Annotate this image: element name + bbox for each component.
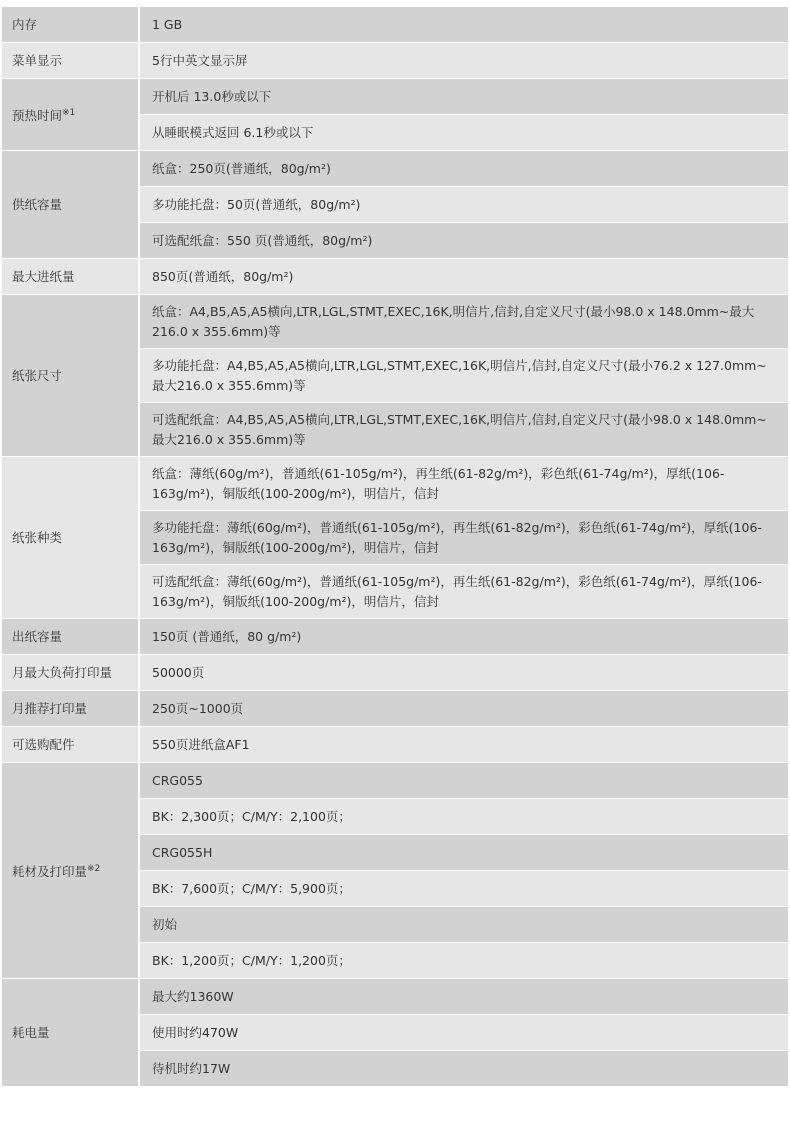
spec-label-text: 耗材及打印量 — [12, 864, 88, 879]
table-row — [2, 727, 788, 763]
spec-value-cartridge-yield: BK：2,300页；C/M/Y：2,100页； — [140, 799, 788, 835]
spec-label-options: 可选购配件 — [2, 727, 140, 763]
spec-value-max-duty-cycle: 50000页 — [140, 655, 788, 691]
table-row — [2, 619, 788, 655]
spec-value-paper-type-optional: 可选配纸盒：薄纸(60g/m²)，普通纸(61-105g/m²)，再生纸(61-82g/m²)，彩色纸(61-74g/m²)，厚纸(106-163g/m²)，铜版纸(100-200g/m²)，明信片，信封 — [140, 565, 788, 619]
spec-value-paper-size-mp-tray: 多功能托盘：A4,B5,A5,A5横向,LTR,LGL,STMT,EXEC,16K,明信片,信封,自定义尺寸(最小76.2 x 127.0mm~最大216.0 x 355.6mm)等 — [140, 349, 788, 403]
spec-label-recommended-volume: 月推荐打印量 — [2, 691, 140, 727]
spec-value-options: 550页进纸盒AF1 — [140, 727, 788, 763]
table-row — [2, 151, 788, 187]
spec-label-max-duty-cycle: 月最大负荷打印量 — [2, 655, 140, 691]
spec-value-paper-input-mp-tray: 多功能托盘：50页(普通纸，80g/m²) — [140, 187, 788, 223]
spec-value-cartridge-yield: BK：1,200页；C/M/Y：1,200页； — [140, 943, 788, 979]
spec-value-cartridge-yield: BK：7,600页；C/M/Y：5,900页； — [140, 871, 788, 907]
table-row — [2, 457, 788, 511]
spec-label-warmup-time — [2, 79, 140, 151]
table-row — [2, 259, 788, 295]
table-row — [2, 43, 788, 79]
spec-value-warmup-sleep: 从睡眠模式返回 6.1秒或以下 — [140, 115, 788, 151]
spec-value-menu-display: 5行中英文显示屏 — [140, 43, 788, 79]
spec-value-paper-input-optional: 可选配纸盒：550 页(普通纸，80g/m²) — [140, 223, 788, 259]
spec-label-power-consumption: 耗电量 — [2, 979, 140, 1087]
spec-value-power-max: 最大约1360W — [140, 979, 788, 1015]
table-row — [2, 691, 788, 727]
spec-label-max-input: 最大进纸量 — [2, 259, 140, 295]
table-row — [2, 295, 788, 349]
spec-table — [2, 7, 788, 1087]
table-row — [2, 655, 788, 691]
spec-value-output-capacity: 150页 (普通纸，80 g/m²) — [140, 619, 788, 655]
spec-value-cartridge-name: CRG055H — [140, 835, 788, 871]
spec-value-paper-input-cassette: 纸盒：250页(普通纸，80g/m²) — [140, 151, 788, 187]
table-row — [2, 979, 788, 1015]
spec-value-cartridge-name: CRG055 — [140, 763, 788, 799]
footnote-marker: ※2 — [87, 864, 101, 874]
spec-value-paper-size-optional: 可选配纸盒：A4,B5,A5,A5横向,LTR,LGL,STMT,EXEC,16K,明信片,信封,自定义尺寸(最小98.0 x 148.0mm~最大216.0 x 355.6mm)等 — [140, 403, 788, 457]
footnote-marker: ※1 — [62, 108, 76, 118]
spec-value-power-operating: 使用时约470W — [140, 1015, 788, 1051]
table-row — [2, 79, 788, 115]
spec-label-paper-type: 纸张种类 — [2, 457, 140, 619]
spec-value-paper-type-mp-tray: 多功能托盘：薄纸(60g/m²)，普通纸(61-105g/m²)，再生纸(61-82g/m²)，彩色纸(61-74g/m²)，厚纸(106-163g/m²)，铜版纸(100-200g/m²)，明信片，信封 — [140, 511, 788, 565]
spec-label-output-capacity: 出纸容量 — [2, 619, 140, 655]
spec-label-paper-input: 供纸容量 — [2, 151, 140, 259]
spec-label-text: 预热时间 — [12, 108, 63, 123]
spec-value-cartridge-name: 初始 — [140, 907, 788, 943]
table-row — [2, 763, 788, 799]
spec-value-max-input: 850页(普通纸，80g/m²) — [140, 259, 788, 295]
spec-value-paper-type-cassette: 纸盒：薄纸(60g/m²)，普通纸(61-105g/m²)，再生纸(61-82g/m²)，彩色纸(61-74g/m²)，厚纸(106-163g/m²)，铜版纸(100-200g/m²)，明信片，信封 — [140, 457, 788, 511]
spec-value-recommended-volume: 250页~1000页 — [140, 691, 788, 727]
spec-label-menu-display: 菜单显示 — [2, 43, 140, 79]
spec-value-memory: 1 GB — [140, 7, 788, 43]
spec-label-paper-size: 纸张尺寸 — [2, 295, 140, 457]
spec-label-memory: 内存 — [2, 7, 140, 43]
table-row — [2, 7, 788, 43]
spec-label-consumables — [2, 763, 140, 979]
spec-value-paper-size-cassette: 纸盒：A4,B5,A5,A5横向,LTR,LGL,STMT,EXEC,16K,明信片,信封,自定义尺寸(最小98.0 x 148.0mm~最大216.0 x 355.6mm)等 — [140, 295, 788, 349]
spec-value-power-standby: 待机时约17W — [140, 1051, 788, 1087]
spec-value-warmup-power-on: 开机后 13.0秒或以下 — [140, 79, 788, 115]
